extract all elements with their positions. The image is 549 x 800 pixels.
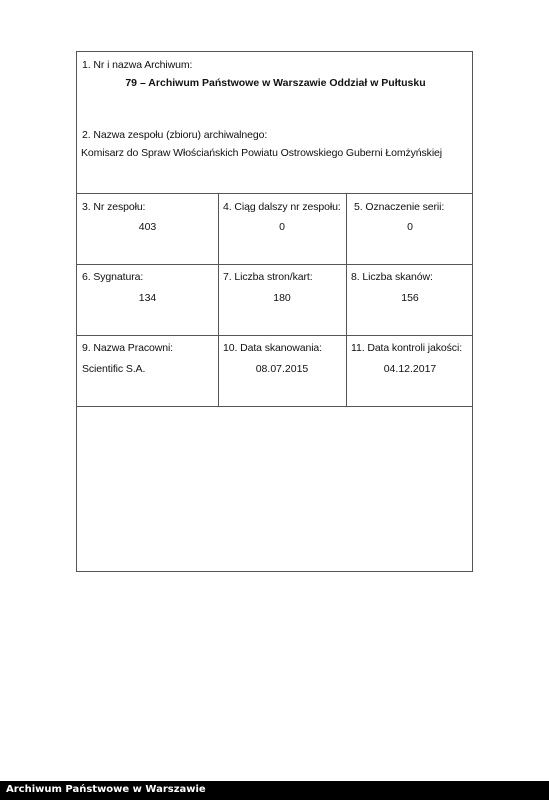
fonds-number-value: 403 [138,221,157,233]
qc-date-value: 04.12.2017 [383,363,437,375]
scans-label: 8. Liczba skanów: [351,271,433,283]
archive-label: 1. Nr i nazwa Archiwum: [82,59,193,71]
scan-date-value: 08.07.2015 [255,363,309,375]
metrics-card [76,51,473,572]
fonds-number-label: 3. Nr zespołu: [82,201,146,213]
scan-date-label: 10. Data skanowania: [223,342,322,354]
pages-value: 180 [273,292,291,304]
fonds-label: 2. Nazwa zespołu (zbioru) archiwalnego: [82,129,268,141]
signature-label: 6. Sygnatura: [82,271,144,283]
signature-value: 134 [138,292,157,304]
divider [77,193,472,194]
footer-bar [0,781,549,800]
fonds-continuation-label: 4. Ciąg dalszy nr zespołu: [223,201,341,213]
series-value: 0 [407,221,413,233]
pages-label: 7. Liczba stron/kart: [223,271,313,283]
divider [77,264,472,265]
archive-value: 79 – Archiwum Państwowe w Warszawie Oddział w Pułtusku [125,77,426,89]
scans-value: 156 [401,292,419,304]
qc-date-label: 11. Data kontroli jakości: [351,342,463,354]
fonds-continuation-value: 0 [279,221,285,233]
footer-text: Archiwum Państwowe w Warszawie [6,784,206,795]
series-label: 5. Oznaczenie serii: [354,201,445,213]
divider [77,335,472,336]
fonds-value: Komisarz do Spraw Włościańskich Powiatu Ostrowskiego Guberni Łomżyńskiej [81,147,443,159]
divider [77,406,472,407]
studio-value: Scientific S.A. [82,363,146,375]
studio-label: 9. Nazwa Pracowni: [82,342,173,354]
